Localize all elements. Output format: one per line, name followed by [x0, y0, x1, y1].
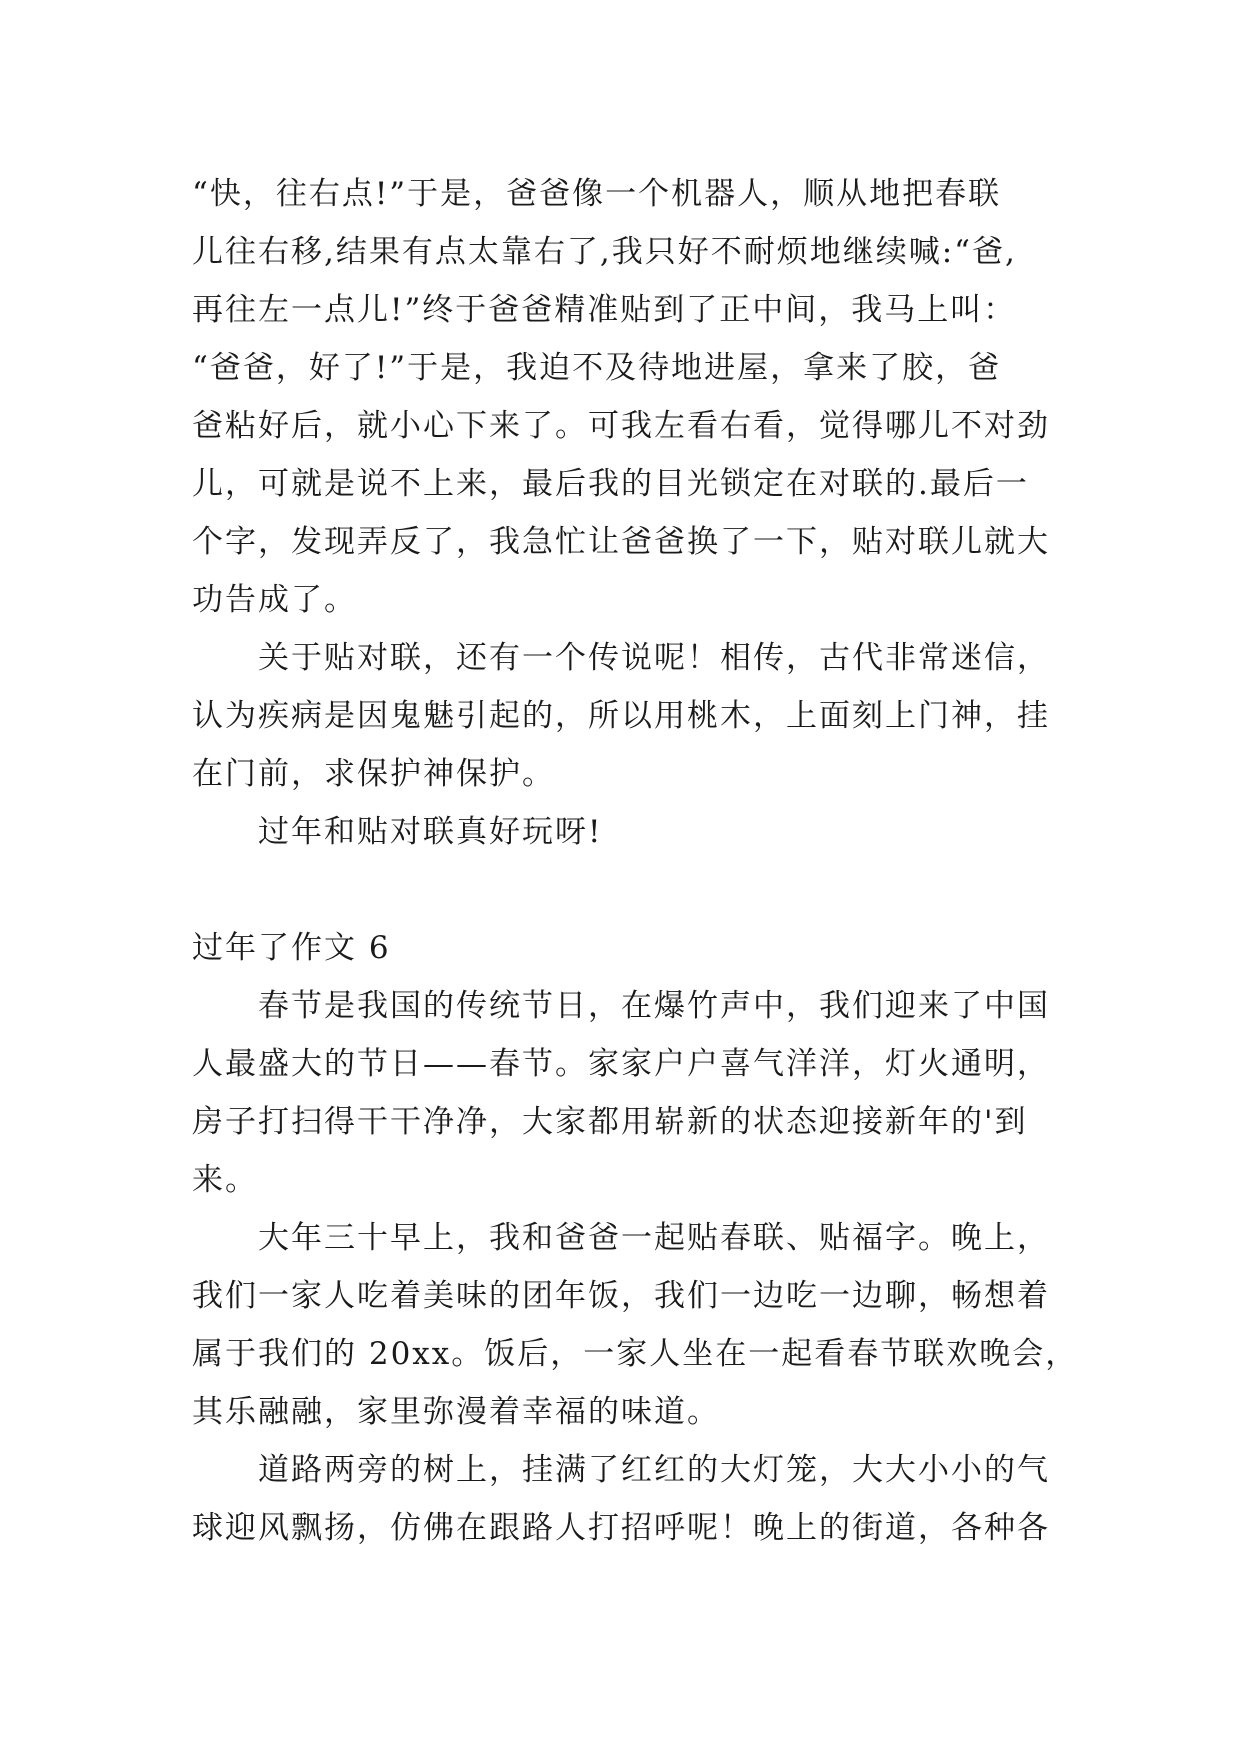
section-title: [192, 919, 1072, 977]
text-line: 在门前，求保护神保护。: [192, 756, 555, 792]
paragraph-new-years-eve: [192, 1209, 1079, 1441]
text-line: 道路两旁的树上，挂满了红红的大灯笼，大大小小的气: [258, 1452, 1050, 1488]
text-line: 过年和贴对联真好玩呀!: [258, 814, 603, 850]
paragraph-street-lanterns: [192, 1441, 1072, 1557]
text-line: 来。: [192, 1162, 258, 1198]
text-line: 认为疾病是因鬼魅引起的，所以用桃木，上面刻上门神，挂: [192, 698, 1050, 734]
text-line: 个字，发现弄反了，我急忙让爸爸换了一下，贴对联儿就大: [192, 524, 1050, 560]
paragraph-conclusion: [192, 803, 1072, 861]
text-line: 大年三十早上，我和爸爸一起贴春联、贴福字。晚上，: [258, 1220, 1050, 1256]
section-title-text: 过年了作文 6: [192, 930, 391, 966]
text-line: 房子打扫得干干净净，大家都用崭新的状态迎接新年的'到: [192, 1104, 1028, 1140]
document-body: [192, 165, 1079, 1557]
paragraph-couplet-story: [192, 165, 1072, 629]
text-line: 春节是我国的传统节日，在爆竹声中，我们迎来了中国: [258, 988, 1050, 1024]
text-line: “爸爸，好了!”于是，我迫不及待地进屋，拿来了胶，爸: [192, 350, 1002, 386]
paragraph-spring-festival: [192, 977, 1072, 1209]
section-gap: [192, 861, 1072, 919]
text-line: “快，往右点!”于是，爸爸像一个机器人，顺从地把春联: [192, 176, 1002, 212]
text-line: 球迎风飘扬，仿佛在跟路人打招呼呢！晚上的街道，各种各: [192, 1510, 1050, 1546]
text-line: 关于贴对联，还有一个传说呢！相传，古代非常迷信，: [258, 640, 1050, 676]
text-line: 爸粘好后，就小心下来了。可我左看右看，觉得哪儿不对劲: [192, 408, 1050, 444]
paragraph-legend: [192, 629, 1072, 803]
text-line: 功告成了。: [192, 582, 357, 618]
text-line: 儿，可就是说不上来，最后我的目光锁定在对联的.最后一: [192, 466, 1029, 502]
text-line: 其乐融融，家里弥漫着幸福的味道。: [192, 1394, 720, 1430]
text-line: 我们一家人吃着美味的团年饭，我们一边吃一边聊，畅想着: [192, 1278, 1050, 1314]
text-line: 再往左一点儿!”终于爸爸精准贴到了正中间，我马上叫：: [192, 292, 1017, 328]
text-line: 人最盛大的节日——春节。家家户户喜气洋洋，灯火通明，: [192, 1046, 1050, 1082]
text-line: 属于我们的 20xx。饭后，一家人坐在一起看春节联欢晚会，: [192, 1336, 1079, 1372]
text-line: 儿往右移,结果有点太靠右了,我只好不耐烦地继续喊:“爸,: [192, 234, 1017, 270]
